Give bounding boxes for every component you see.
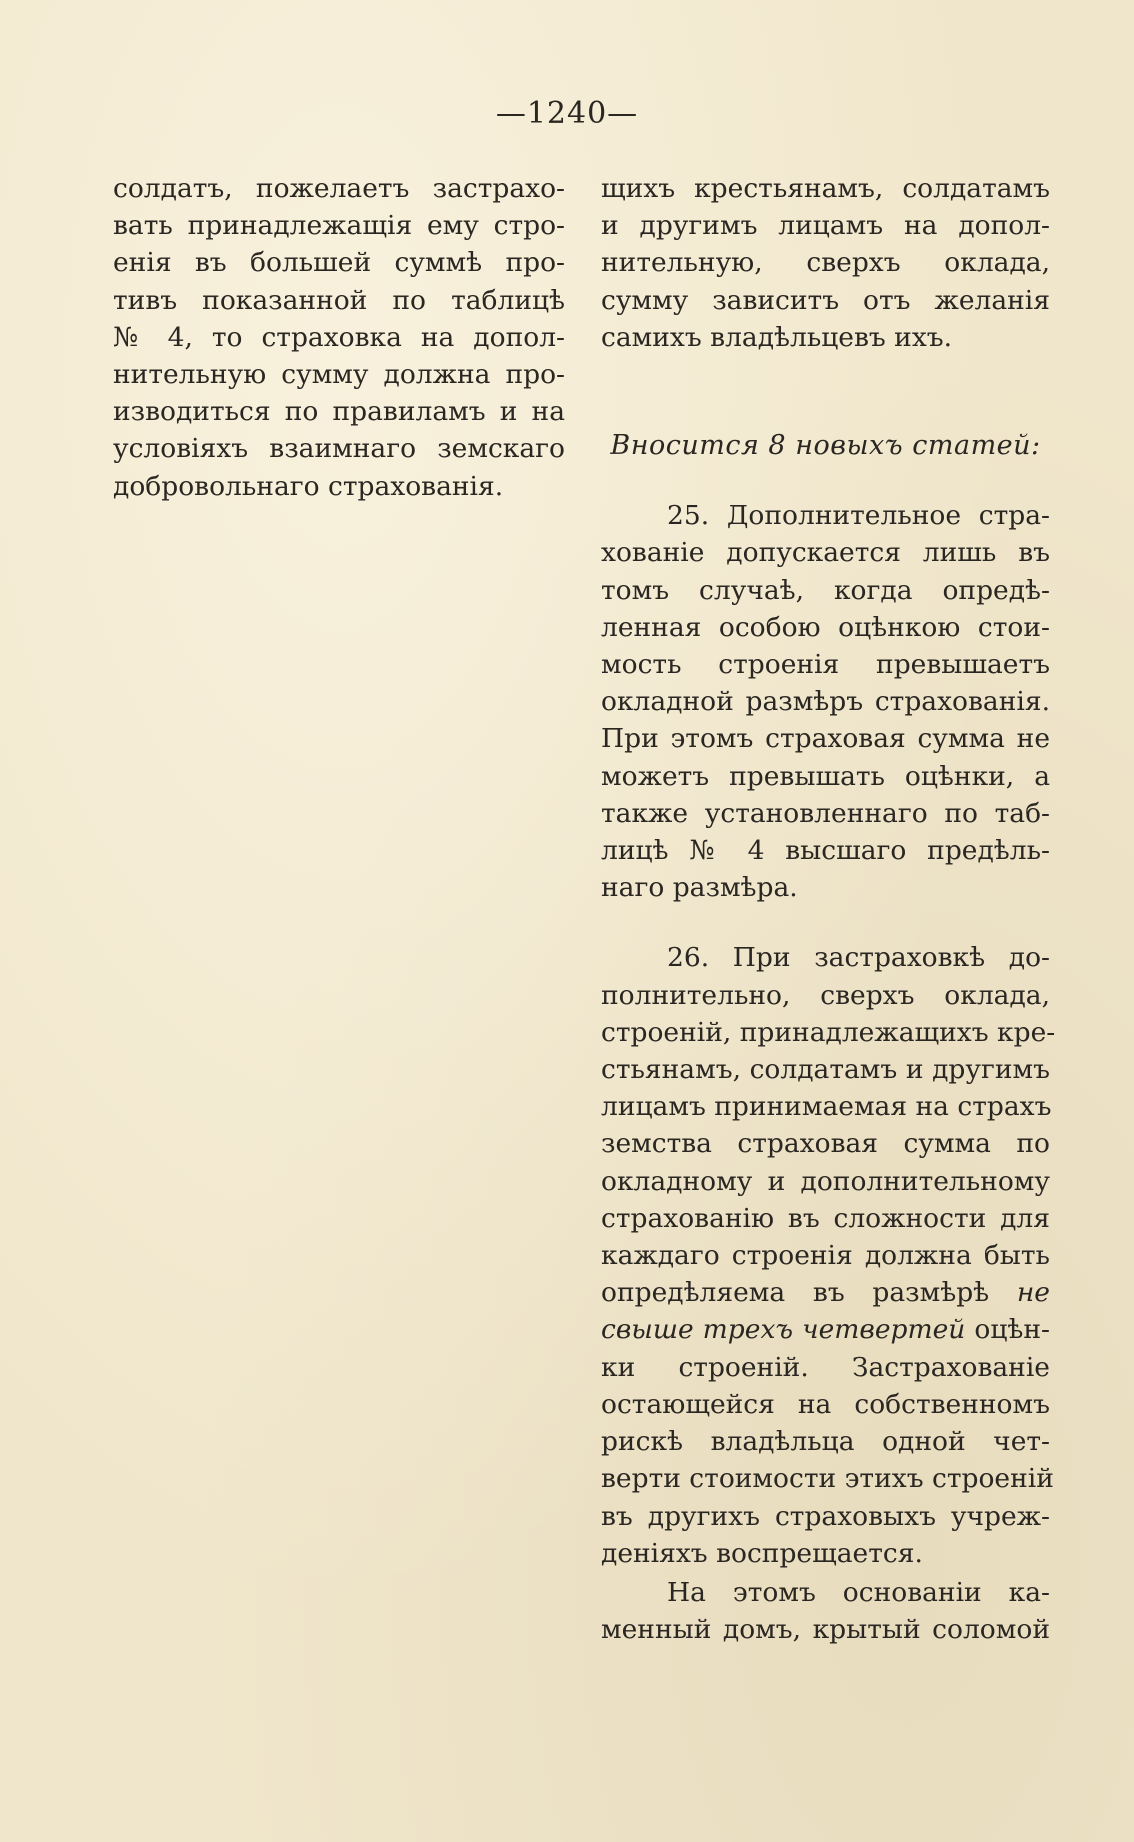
text-line: 25. Дополнительное стра-	[667, 500, 1050, 532]
closing-paragraph	[601, 1574, 1050, 1648]
text-line: тивъ показанной по таблицѣ	[113, 284, 565, 316]
text-line: окладной размѣръ страхованія.	[601, 686, 1050, 718]
text-line: На этомъ основаніи ка-	[667, 1576, 1050, 1608]
text-line	[601, 1274, 1050, 1311]
text-line: самихъ владѣльцевъ ихъ.	[601, 321, 953, 353]
text-line: окладному и дополнительному	[601, 1165, 1050, 1197]
italic-text: свыше трехъ четвертей	[601, 1314, 966, 1346]
text-line: рискѣ владѣльца одной чет-	[601, 1426, 1050, 1458]
text-line: строеній, принадлежащихъ кре-	[601, 1016, 1056, 1048]
text-line: можетъ превышать оцѣнки, а	[601, 760, 1050, 792]
text-run: оцѣн-	[974, 1314, 1050, 1346]
left-paragraph	[113, 170, 565, 505]
text-line: лицѣ № 4 высшаго предѣль-	[601, 835, 1050, 867]
text-line: енія въ большей суммѣ про-	[113, 247, 565, 279]
text-line: лицамъ принимаемая на страхъ	[601, 1091, 1052, 1123]
text-line: также установленнаго по таб-	[601, 797, 1050, 829]
text-line: хованіе допускается лишь въ	[601, 537, 1050, 569]
text-line: щихъ крестьянамъ, солдатамъ	[601, 173, 1050, 204]
text-line: № 4, то страховка на допол-	[113, 321, 565, 353]
article-26	[601, 939, 1056, 1571]
text-line	[601, 1311, 1050, 1348]
text-line: наго размѣра.	[601, 872, 798, 904]
text-line: ленная особою оцѣнкою стои-	[601, 611, 1050, 643]
text-line: нительную, сверхъ оклада,	[601, 247, 1050, 279]
text-line: остающейся на собственномъ	[601, 1388, 1050, 1420]
text-line: нительную сумму должна про-	[113, 359, 565, 391]
text-line: каждаго строенія должна быть	[601, 1240, 1050, 1272]
text-line: страхованію въ сложности для	[601, 1202, 1050, 1234]
text-line: вать принадлежащія ему стро-	[113, 210, 565, 242]
text-line: При этомъ страховая сумма не	[601, 723, 1050, 755]
text-line: добровольнаго страхованія.	[113, 470, 504, 502]
right-column	[601, 170, 1056, 1648]
text-line: 26. При застраховкѣ до-	[667, 942, 1050, 974]
text-line: въ другихъ страховыхъ учреж-	[601, 1500, 1050, 1532]
section-heading: Вносится 8 новыхъ статей:	[610, 430, 1041, 462]
article-25	[601, 497, 1050, 906]
page-number: —1240—	[495, 96, 639, 131]
italic-text: не	[1016, 1277, 1050, 1309]
text-line: солдатъ, пожелаетъ застрахо-	[113, 173, 565, 204]
text-line: верти стоимости этихъ строеній	[601, 1463, 1054, 1495]
left-column	[113, 170, 565, 505]
text-line: мость строенія превышаетъ	[601, 649, 1050, 681]
text-line: и другимъ лицамъ на допол-	[601, 210, 1050, 242]
text-line: сумму зависитъ отъ желанія	[601, 284, 1050, 316]
text-line: деніяхъ воспрещается.	[601, 1537, 923, 1569]
intro-paragraph	[601, 170, 1050, 356]
text-line: полнительно, сверхъ оклада,	[601, 979, 1050, 1011]
text-line: менный домъ, крытый соломой	[601, 1614, 1050, 1646]
text-line: ки строеній. Застрахованіе	[601, 1351, 1050, 1383]
text-line: томъ случаѣ, когда опредѣ-	[601, 574, 1050, 606]
text-run: опредѣляема въ размѣрѣ	[601, 1277, 990, 1309]
text-line: стьянамъ, солдатамъ и другимъ	[601, 1054, 1050, 1086]
text-line: земства страховая сумма по	[601, 1128, 1050, 1160]
text-line: условіяхъ взаимнаго земскаго	[113, 433, 565, 465]
text-line: изводиться по правиламъ и на	[113, 396, 565, 428]
